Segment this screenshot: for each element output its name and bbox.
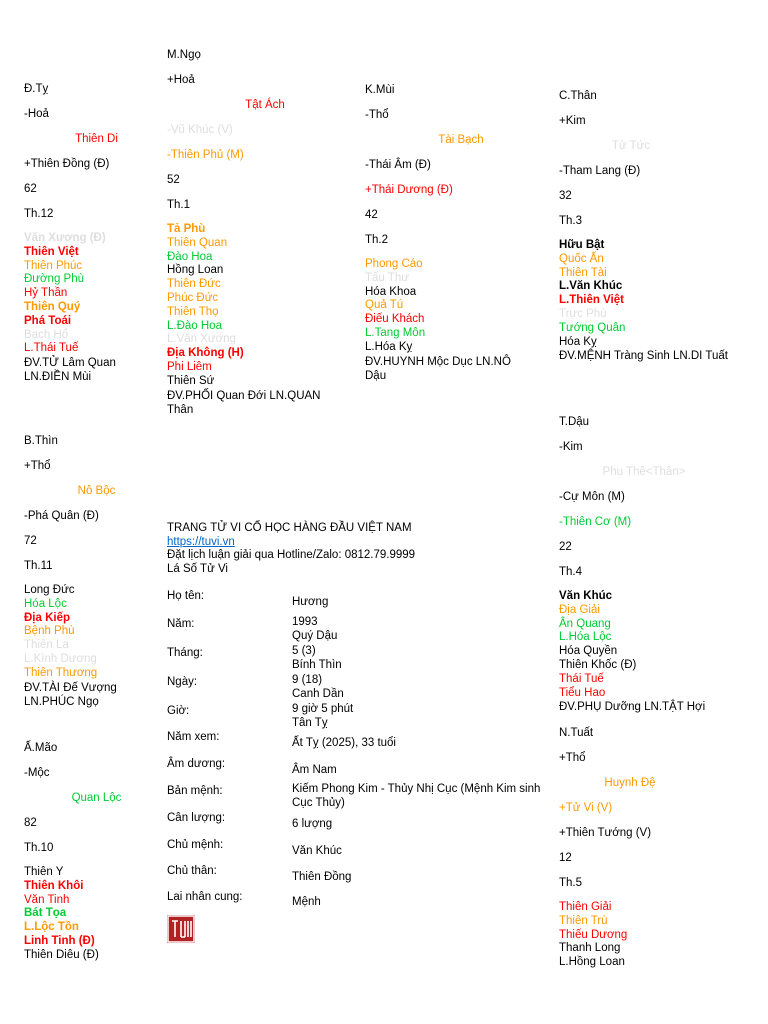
star-item: Đào Hoa (167, 250, 213, 263)
main-star: +Tử Vi (V) (559, 802, 613, 814)
star-item: Quả Tú (365, 299, 404, 312)
star-item: L.Thiên Việt (559, 294, 624, 307)
star-item: Ân Quang (559, 617, 611, 630)
star-item: L.Hồng Loan (559, 956, 625, 969)
house-month: Th.11 (24, 560, 53, 572)
star-item: Địa Kiếp (24, 611, 71, 624)
field-label-name: Họ tên: (167, 590, 205, 602)
house-branch: T.Dậu (559, 416, 590, 428)
star-list (559, 901, 739, 970)
main-star-2: +Thái Dương (Đ) (365, 184, 453, 196)
house-branch: N.Tuất (559, 727, 594, 739)
house-age: 72 (24, 535, 37, 547)
palace-name: Nô Bộc (77, 485, 116, 497)
hotline-text: Đặt lịch luận giải qua Hotline/Zalo: 0812.79.9999 (167, 549, 416, 561)
main-star: -Phá Quân (Đ) (24, 510, 99, 522)
star-item: Thiên Tài (559, 266, 607, 279)
field-value-life-master: Văn Khúc (292, 845, 342, 857)
house-age: 12 (559, 852, 572, 864)
house-ty (24, 82, 169, 384)
house-month: Th.3 (559, 215, 583, 227)
star-item: Thiên Đức (167, 278, 221, 291)
house-footer: ĐV.HUYNH Mộc Dục LN.NÔ Dậu (365, 355, 511, 382)
house-footer: ĐV.PHỐI Quan Đới LN.QUAN Thân (167, 389, 321, 416)
star-item: Bát Tọa (24, 907, 67, 920)
star-item: Hóa Kỵ (559, 335, 597, 348)
house-footer: ĐV.TỬ Lâm Quan LN.ĐIỀN Mùi (24, 357, 116, 384)
palace-name: Quan Lộc (71, 792, 122, 804)
palace-name: Tài Bạch (438, 134, 484, 146)
star-item: Bệnh Phù (24, 625, 75, 638)
star-item: Thiên Diêu (Đ) (24, 948, 99, 961)
house-age: 52 (167, 174, 180, 186)
house-month: Th.10 (24, 842, 54, 854)
field-label-yinyang: Âm dương: (167, 758, 226, 770)
house-tuat (559, 726, 739, 970)
main-star: -Vũ Khúc (V) (167, 124, 233, 136)
main-star-2: -Thiên Cơ (M) (559, 516, 632, 528)
house-footer: ĐV.TÀI Đế Vượng LN.PHÚC Ngọ (24, 681, 117, 708)
site-heading: TRANG TỬ VI CỔ HỌC HÀNG ĐẦU VIỆT NAM (167, 522, 412, 534)
field-label-month: Tháng: (167, 647, 203, 659)
star-item: Tướng Quân (559, 321, 626, 334)
star-item: Thiên Thương (24, 666, 98, 679)
star-item: Trực Phù (559, 307, 607, 320)
house-element: +Thổ (24, 460, 51, 472)
star-item: Phá Toái (24, 314, 72, 327)
house-dau (559, 415, 739, 714)
star-item: Thiên Trù (559, 914, 608, 927)
star-item: Tiểu Hao (559, 686, 606, 699)
main-star: -Tham Lang (Đ) (559, 165, 641, 177)
star-list (559, 590, 739, 700)
star-item: L.Văn Xương (167, 333, 236, 346)
info-header (167, 522, 467, 576)
star-item: Quốc Ấn (559, 252, 604, 265)
star-item: Điếu Khách (365, 313, 425, 326)
star-item: Thiên Sứ (167, 374, 215, 387)
house-age: 32 (559, 190, 572, 202)
main-star: -Thái Âm (Đ) (365, 159, 431, 171)
star-item: L.Kình Dương (24, 652, 97, 665)
star-item: Hồng Loan (167, 264, 224, 277)
star-item: Bạch Hổ (24, 328, 69, 341)
star-item: L.Hóa Kỵ (365, 340, 413, 353)
star-item: Thiên Quý (24, 300, 81, 313)
star-list (24, 584, 169, 681)
star-item: Thiên Việt (24, 245, 79, 258)
house-element: +Kim (559, 115, 586, 127)
palace-name: Tật Ách (245, 99, 285, 111)
field-value-name: Hương (292, 596, 329, 608)
star-item: Thiếu Dương (559, 928, 628, 941)
star-item: Thiên Thọ (167, 305, 219, 318)
house-branch: B.Thìn (24, 435, 58, 447)
star-item: Hỷ Thần (24, 287, 68, 300)
field-value-view-year: Ất Tỵ (2025), 33 tuổi (292, 737, 396, 749)
house-branch: Ấ.Mão (24, 742, 58, 754)
star-item: Văn Xương (Đ) (24, 232, 106, 244)
house-branch: Đ.Tỵ (24, 83, 49, 95)
star-list (365, 258, 545, 355)
brand-seal-logo (167, 915, 195, 943)
field-label-life-master: Chủ mệnh: (167, 839, 224, 851)
palace-name: Phu Thê<Thân> (602, 466, 686, 478)
star-item: Văn Khúc (559, 590, 613, 602)
field-value-year: 1993 Quý Dậu (292, 616, 338, 642)
house-ngo (167, 48, 347, 417)
field-label-body-master: Chủ thân: (167, 865, 217, 877)
main-star: +Thiên Đồng (Đ) (24, 158, 110, 170)
star-item: Hóa Quyền (559, 645, 618, 658)
house-month: Th.2 (365, 234, 389, 246)
house-element: -Kim (559, 441, 583, 453)
house-age: 22 (559, 541, 572, 553)
house-month: Th.5 (559, 877, 583, 889)
field-label-year: Năm: (167, 618, 195, 630)
field-value-destiny: Kiếm Phong Kim - Thủy Nhị Cục (Mệnh Kim sinh Cục Thủy) (292, 783, 541, 809)
house-than (559, 89, 739, 363)
house-element: -Mộc (24, 767, 50, 779)
star-item: Hóa Lộc (24, 597, 67, 610)
star-item: Văn Tinh (24, 893, 70, 906)
star-item: L.Hóa Lộc (559, 631, 612, 644)
palace-name: Thiên Di (75, 133, 118, 145)
star-item: Linh Tinh (Đ) (24, 934, 95, 947)
star-item: Thanh Long (559, 942, 621, 955)
star-item: Thiên Quan (167, 236, 228, 249)
star-item: L.Thái Tuế (24, 342, 79, 355)
field-value-hour: 9 giờ 5 phút Tân Tỵ (292, 703, 354, 729)
house-age: 82 (24, 817, 37, 829)
field-label-origin-palace: Lai nhân cung: (167, 891, 243, 903)
house-branch: M.Ngọ (167, 49, 201, 61)
house-element: -Hoả (24, 108, 49, 120)
field-value-month: 5 (3) Bính Thìn (292, 645, 342, 671)
star-item: L.Đào Hoa (167, 319, 222, 332)
star-item: L.Văn Khúc (559, 280, 623, 293)
house-month: Th.4 (559, 566, 583, 578)
house-thin (24, 434, 169, 709)
star-item: Phúc Đức (167, 291, 219, 304)
field-label-view-year: Năm xem: (167, 731, 220, 743)
star-list (559, 239, 739, 349)
star-item: Thái Tuế (559, 672, 604, 685)
star-item: Thiên Y (24, 866, 64, 878)
star-item: Thiên Khốc (Đ) (559, 658, 637, 671)
field-label-hour: Giờ: (167, 705, 190, 717)
star-item: Địa Không (H) (167, 347, 244, 360)
field-label-destiny: Bản mệnh: (167, 785, 223, 797)
field-value-body-master: Thiên Đồng (292, 871, 352, 883)
field-label-weight: Cân lượng: (167, 812, 226, 824)
house-month: Th.1 (167, 199, 191, 211)
star-list (24, 232, 169, 356)
palace-name: Huynh Đệ (604, 777, 656, 789)
main-star-2: -Thiên Phủ (M) (167, 149, 244, 161)
star-item: Tấu Thư (365, 271, 409, 284)
seal-icon (167, 915, 195, 943)
house-branch: K.Mùi (365, 84, 395, 96)
chart-subtitle: Lá Số Tử Vi (167, 562, 228, 575)
house-mui (365, 83, 545, 383)
field-value-weight: 6 lượng (292, 818, 333, 830)
star-item: Phong Cáo (365, 258, 423, 270)
house-month: Th.12 (24, 208, 54, 220)
star-item: Phi Liêm (167, 360, 212, 373)
house-footer: ĐV.PHỤ Dưỡng LN.TẬT Hợi (559, 701, 706, 714)
star-item: Thiên Phúc (24, 259, 83, 272)
star-item: Địa Giải (559, 603, 600, 616)
star-item: Thiên Khôi (24, 879, 84, 892)
star-list (167, 223, 347, 389)
star-item: L.Tang Môn (365, 326, 426, 339)
house-element: +Thổ (559, 752, 586, 764)
star-item: Long Đức (24, 584, 75, 596)
field-value-day: 9 (18) Canh Dần (292, 674, 344, 700)
house-age: 42 (365, 209, 378, 221)
field-value-origin-palace: Mệnh (292, 896, 321, 908)
palace-name: Tử Tức (611, 140, 651, 152)
main-star-2: +Thiên Tướng (V) (559, 827, 652, 839)
field-label-day: Ngày: (167, 676, 198, 688)
site-link[interactable]: https://tuvi.vn (167, 535, 235, 548)
star-item: L.Lộc Tồn (24, 921, 79, 934)
house-branch: C.Thân (559, 90, 597, 102)
star-item: Thiên La (24, 639, 69, 652)
house-element: +Hoả (167, 74, 195, 86)
star-list (24, 866, 169, 963)
star-item: Tả Phù (167, 223, 206, 235)
house-element: -Thổ (365, 109, 389, 121)
house-age: 62 (24, 183, 37, 195)
house-footer: ĐV.MỆNH Tràng Sinh LN.DI Tuất (559, 350, 728, 363)
field-value-yinyang: Âm Nam (292, 764, 337, 776)
star-item: Hóa Khoa (365, 285, 417, 298)
house-mao (24, 741, 169, 963)
star-item: Hữu Bật (559, 239, 605, 251)
main-star: -Cự Môn (M) (559, 491, 625, 503)
star-item: Đường Phù (24, 273, 84, 286)
star-item: Thiên Giải (559, 901, 612, 913)
